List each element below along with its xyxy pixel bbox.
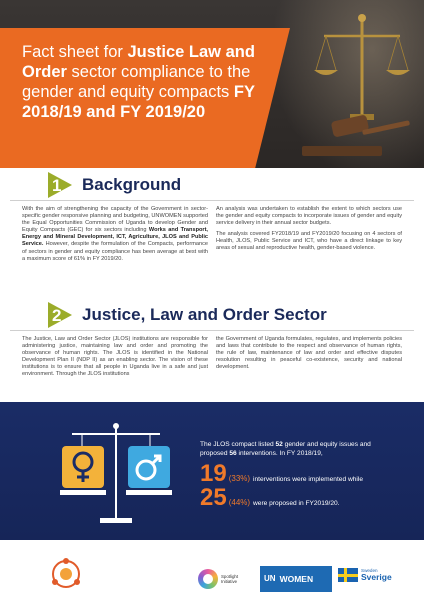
- paragraph: The analysis covered FY2018/19 and FY2019/20 focusing on 4 sectors of Health, JLOS, Public Service and ICT, who have a direct linkage to key areas of sexual and reproductive health, gender-based violence.: [216, 231, 402, 252]
- paragraph: An analysis was undertaken to establish the extent to which sectors use the gender and equity compacts to incorporate issues of gender and equity service delivery in their annual sector budgets.: [216, 206, 402, 227]
- scales-of-justice-icon: [312, 8, 412, 128]
- gavel-icon: [292, 112, 412, 162]
- gender-scale-icon: [56, 420, 176, 530]
- header-banner: [0, 0, 424, 168]
- page-title: Fact sheet for Justice Law and Order sector compliance to the gender and equity compacts FY 2018/19 and FY 2019/20: [22, 43, 255, 121]
- sweden-flag-icon: [338, 568, 358, 582]
- section-title: Background: [82, 175, 182, 194]
- section-number-badge: 1: [48, 172, 76, 198]
- section-title: Justice, Law and Order Sector: [82, 305, 327, 324]
- un-women-logo: UN WOMEN: [260, 566, 332, 592]
- background-right-column: [216, 206, 402, 253]
- section-divider: [10, 200, 414, 201]
- stat-implemented: 19 (33%) interventions were implemented while: [200, 460, 363, 487]
- section-divider: [10, 330, 414, 331]
- csbag-logo-icon: [48, 552, 84, 592]
- spotlight-icon: [198, 569, 218, 589]
- jlos-left-column: The Justice, Law and Order Sector (JLOS) institutions are responsible for administering justice, maintaining law and order and promoting the observance of human rights. The JLOS is identified in the National Development Plan II (NDP II) as an enabling sector. The vision of these institutions is to ensure that all people in Uganda live in a safe and just environment. Through the JLOS institutions: [22, 336, 208, 378]
- background-left-column: With the aim of strengthening the capacity of the Government in sector-specific gender responsive planning and budgeting, UNWOMEN supported the Equal Opportunities Commission of Uganda to develop Gender and Equity Compacts (GEC) for six sectors including Works and Transport, Energy and Mineral Development, ICT, Agriculture, JLOS and Public Service. However, despite the formulation of the Compacts, performance of sectors in gender and equity compliance has been average at best with a maximum score of 61% in FY 2019/20.: [22, 206, 208, 262]
- spotlight-initiative-logo: Spotlight Initiative: [198, 566, 254, 592]
- stats-summary: The JLOS compact listed 52 gender and equity issues and proposed 56 interventions. In FY 2018/19,: [200, 441, 371, 457]
- section-background-heading: [48, 172, 181, 198]
- section-number-badge: 2: [48, 302, 76, 328]
- stat-proposed: 25 (44%) were proposed in FY2019/20.: [200, 484, 340, 511]
- jlos-right-column: the Government of Uganda formulates, regulates, and implements policies and laws that contribute to the respect and observance of human rights, the rule of law, maintenance of law and order and effective disputes resolution resulting in peaceful co-existence, security and national development.: [216, 336, 402, 371]
- section-jlos-heading: [48, 302, 327, 328]
- sweden-logo: Sweden Sverige: [338, 568, 392, 582]
